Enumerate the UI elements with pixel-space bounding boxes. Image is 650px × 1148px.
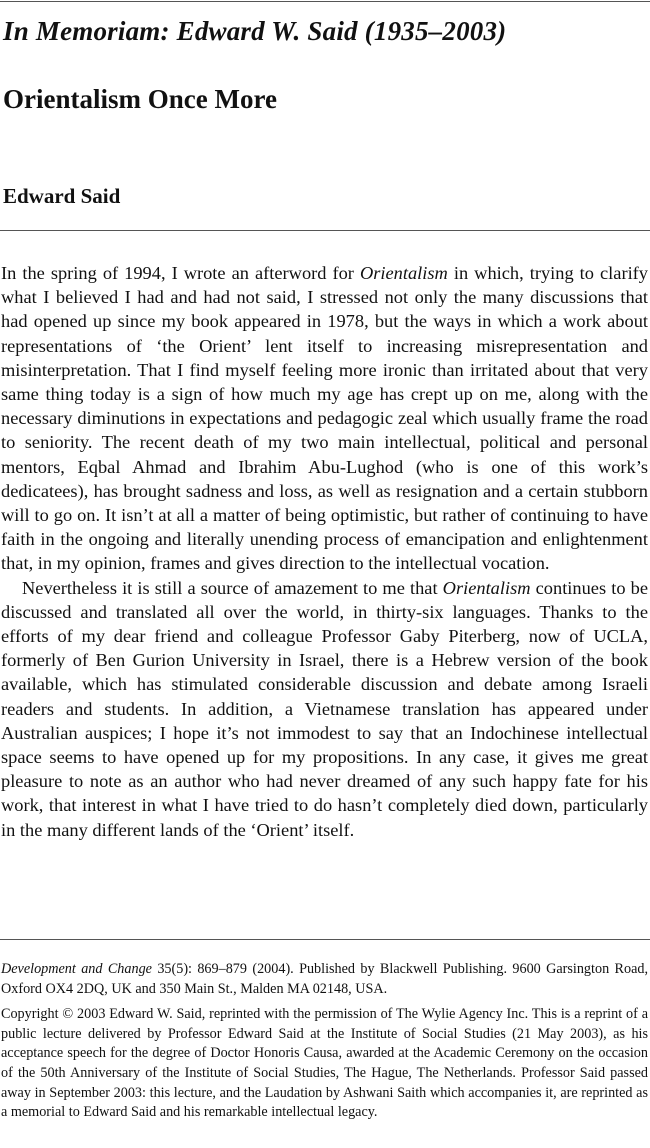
footnote-rule <box>0 939 650 940</box>
journal-name: Development and Change <box>1 961 152 977</box>
top-rule <box>0 1 650 2</box>
author-name: Edward Said <box>3 184 121 208</box>
article-title: Orientalism Once More <box>3 84 277 114</box>
paragraph-1: In the spring of 1994, I wrote an afterword for Orientalism in which, trying to clarify what I believed I had and had not said, I stressed not only the many discussions that had opened up since my book appeared in 1978, but the ways in which a work about representations of ‘the Orient’ lent itself to increasing misrepresentation and misinterpretation. That I find myself feeling more ironic than irritated about that very same thing today is a sign of how much my age has crept up on me, along with the necessary diminutions in expectations and pedagogic zeal which usually frame the road to seniority. The recent death of my two main intellectual, political and personal mentors, Eqbal Ahmad and Ibrahim Abu-Lughod (who is one of this work’s dedicatees), has brought sadness and loss, as well as resignation and a certain stubborn will to go on. It isn’t at all a matter of being optimistic, but rather of continuing to have faith in the ongoing and literally unending process of emancipation and enlightenment that, in my opinion, frames and gives direction to the intellectual vocation. <box>1 263 648 574</box>
memoriam-heading: In Memoriam: Edward W. Said (1935–2003) <box>3 16 507 46</box>
book-title: Orientalism <box>359 263 448 283</box>
footnotes <box>1 960 648 1129</box>
header-rule <box>0 230 650 231</box>
paragraph-2: Nevertheless it is still a source of amazement to me that Orientalism continues to be discussed and translated all over the world, in thirty-six languages. Thanks to the efforts of my dear friend and colleague Professor Gaby Piterberg, now of UCLA, formerly of Ben Gurion University in Israel, there is a Hebrew version of the book available, which has stimulated considerable discussion and debate among Israeli readers and students. In addition, a Vietnamese translation has appeared under Australian auspices; I hope it’s not immodest to say that an Indochinese intellectual space seems to have opened up for my propositions. In any case, it gives me great pleasure to note as an author who had never dreamed of any such happy fate for his work, that interest in what I have tried to do hasn’t completely died down, particularly in the many different lands of the ‘Orient’ itself. <box>1 577 648 840</box>
book-title: Orientalism <box>442 577 531 598</box>
article-body <box>1 261 648 842</box>
citation-note: Development and Change 35(5): 869–879 (2004). Published by Blackwell Publishing. 9600 Garsington Road, Oxford OX4 2DQ, UK and 350 Main St., Malden MA 02148, USA. <box>1 961 649 997</box>
copyright-note: Copyright © 2003 Edward W. Said, reprinted with the permission of The Wylie Agency Inc. This is a reprint of a public lecture delivered by Professor Edward Said at the Institute of Social Studies (21 May 2003), as his acceptance speech for the degree of Doctor Honoris Causa, awarded at the Academic Ceremony on the occasion of the 50th Anniversary of the Institute of Social Studies, The Hague, The Netherlands. Professor Said passed away in September 2003: this lecture, and the Laudation by Ashwani Saith which accompanies it, are reprinted as a memorial to Edward Said and his remarkable intellectual legacy. <box>1 1006 648 1121</box>
